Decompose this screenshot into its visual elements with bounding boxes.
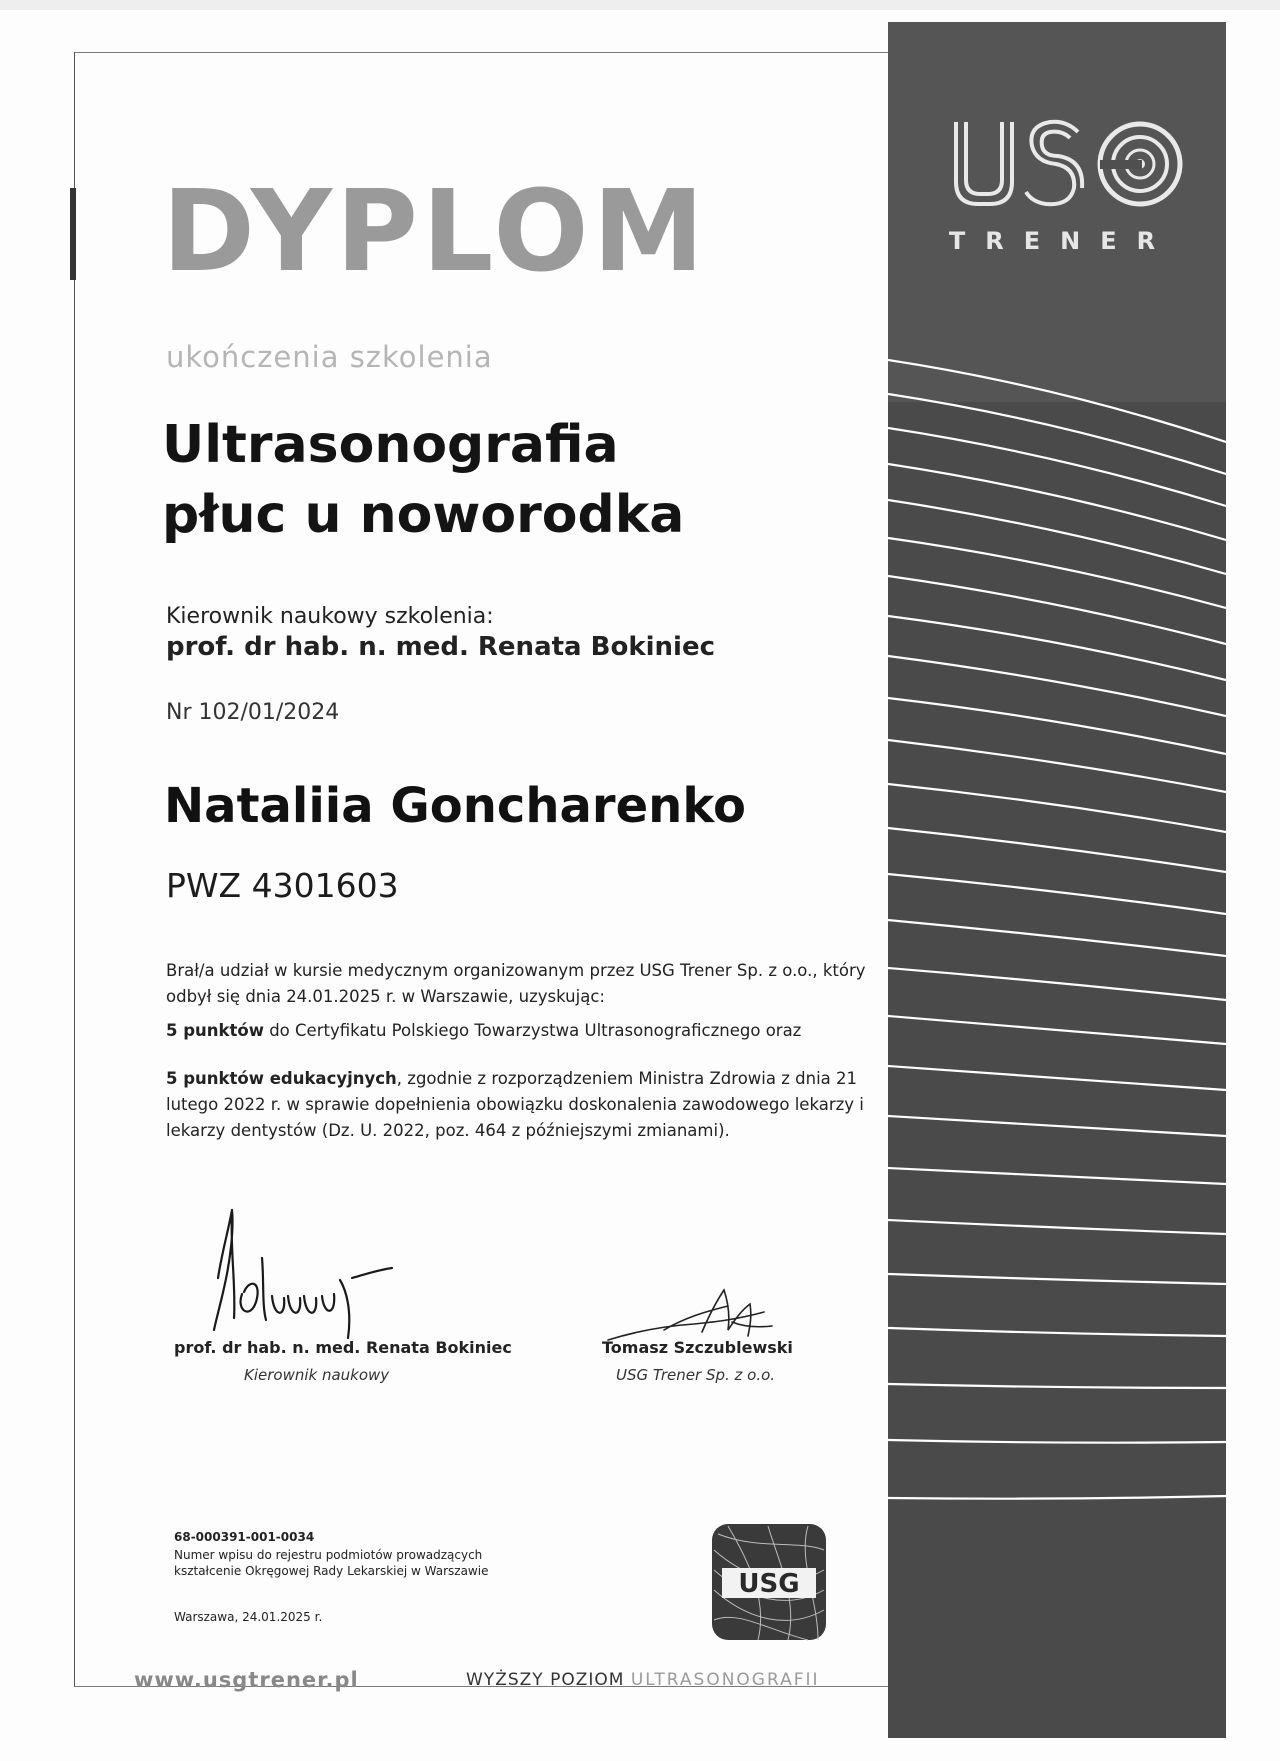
footer-slogan — [466, 1670, 820, 1690]
right-signatory-name: Tomasz Szczublewski — [602, 1338, 793, 1357]
diploma-title: DYPLOM — [162, 167, 709, 297]
ptu-points-value: 5 punktów — [166, 1021, 264, 1040]
svg-text:USG: USG — [738, 1569, 800, 1599]
usg-seal-icon — [708, 1520, 830, 1650]
registry-description: Numer wpisu do rejestru podmiotów prowadzących kształcenie Okręgowej Rady Lekarskiej w Warszawie — [174, 1548, 489, 1578]
footer-slogan-part-1: WYŻSZY POZIOM — [466, 1670, 631, 1690]
course-title — [162, 410, 684, 550]
ptu-points-paragraph — [166, 1018, 866, 1044]
edu-points-text: , zgodnie z rozporządzeniem Ministra Zdrowia z dnia 21 lutego 2022 r. w sprawie dopełnienia obowiązku doskonalenia zawodowego lekarzy i lekarzy dentystów (Dz. U. 2022, poz. 464 z późniejszymi zmianami). — [166, 1069, 864, 1140]
diploma-number: Nr 102/01/2024 — [166, 700, 340, 725]
right-signatory-role: USG Trener Sp. z o.o. — [616, 1366, 776, 1384]
logo-tagline: TRENER — [948, 227, 1176, 255]
left-edge-marker — [70, 188, 76, 280]
diploma-subtitle: ukończenia szkolenia — [166, 340, 493, 374]
decorative-side-band — [888, 22, 1226, 1738]
participation-paragraph: Brał/a udział w kursie medycznym organizowanym przez USG Trener Sp. z o.o., który odbył się dnia 24.01.2025 r. w Warszawie, uzyskując: — [166, 961, 866, 1006]
place-and-date: Warszawa, 24.01.2025 r. — [174, 1610, 323, 1624]
footer-website: www.usgtrener.pl — [134, 1668, 359, 1692]
ptu-points-text: do Certyfikatu Polskiego Towarzystwa Ultrasonograficznego oraz — [263, 1021, 802, 1040]
left-signatory-name: prof. dr hab. n. med. Renata Bokiniec — [174, 1338, 512, 1357]
scan-edge — [0, 0, 1280, 10]
left-signatory-role: Kierownik naukowy — [244, 1366, 390, 1384]
frame-left-line — [74, 52, 75, 1687]
course-title-line-1: Ultrasonografia — [162, 415, 619, 475]
scientific-lead-name: prof. dr hab. n. med. Renata Bokiniec — [166, 632, 715, 662]
scientific-lead-label: Kierownik naukowy szkolenia: — [166, 604, 494, 629]
usg-logo-icon — [946, 112, 1186, 232]
edu-points-value: 5 punktów edukacyjnych — [166, 1069, 397, 1088]
pwz-number: PWZ 4301603 — [166, 866, 399, 905]
signature-bokiniec — [206, 1190, 436, 1340]
course-title-line-2: płuc u noworodka — [162, 485, 685, 545]
edu-points-paragraph — [166, 1066, 866, 1144]
footer-slogan-part-2: ULTRASONOGRAFII — [630, 1670, 820, 1690]
registry-number: 68-000391-001-0034 — [174, 1530, 315, 1544]
frame-top-line — [74, 52, 894, 53]
participant-name: Nataliia Goncharenko — [164, 778, 746, 834]
